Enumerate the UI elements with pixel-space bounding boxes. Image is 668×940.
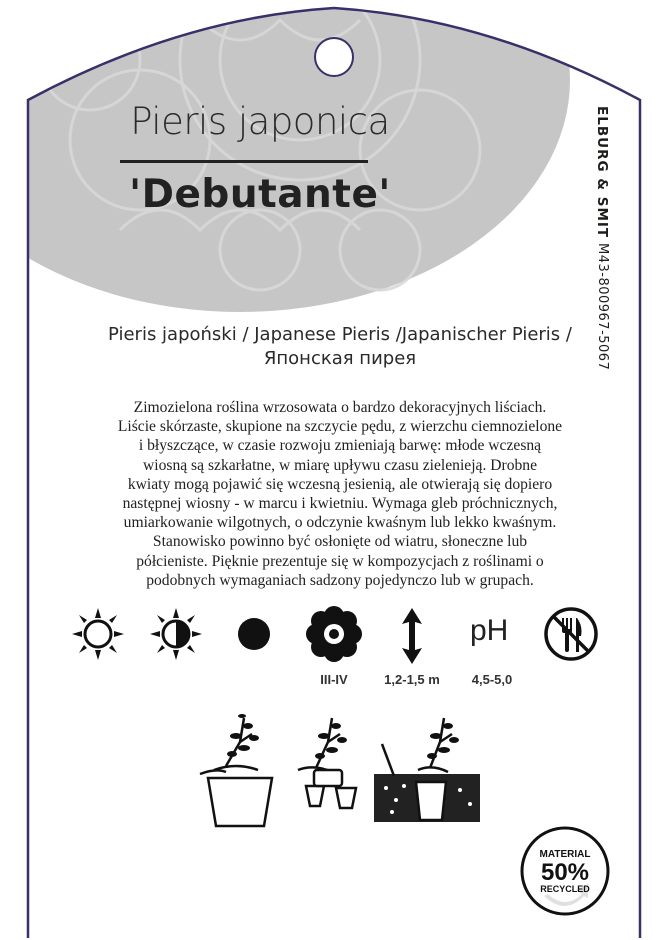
common-names-line: Pieris japoński / Japanese Pieris /Japanischer Pieris /	[108, 324, 572, 345]
description-line: wiosną są szkarłatne, w miarę upływu czasu zielenieją. Drobne	[142, 456, 538, 474]
description	[62, 398, 618, 590]
description-line: i błyszczące, w czasie rozwoju zmieniają barwę: młode wczesną	[138, 437, 542, 455]
description-line: Zimozielona roślina wrzosowata o bardzo dekoracyjnych liściach.	[133, 399, 547, 416]
species-name: Pieris japonica	[130, 100, 390, 143]
ph-label: pH	[470, 614, 509, 647]
height-arrow-icon	[398, 606, 426, 666]
ph-range: 4,5-5,0	[471, 672, 513, 687]
header-gray-ellipse	[0, 0, 570, 312]
recycled-badge	[518, 824, 612, 918]
description-line: podobnych wymaganiach sadzony pojedynczo lub w grupach.	[146, 571, 534, 589]
not-edible-icon	[543, 606, 599, 662]
description-line: kwiaty mogą pojawić się wczesną jesienią, ale otwierają się dopiero	[127, 475, 553, 493]
planting-step	[374, 718, 480, 822]
hang-hole	[315, 38, 353, 76]
title-rule	[120, 160, 368, 163]
common-names	[50, 323, 630, 371]
unpotting-step	[298, 718, 356, 808]
description-line: półcieniste. Pięknie prezentuje się w kompozycjach z roślinami o	[136, 552, 544, 570]
full-sun-icon	[70, 606, 126, 662]
description-line: umiarkowanie wilgotnych, o odczynie kwaśnym lub lekko kwaśnym.	[123, 514, 557, 532]
product-code: M43-800967-5067	[595, 242, 610, 370]
height-value: 1,2-1,5 m	[384, 672, 440, 687]
flowering-months: III-IV	[320, 672, 348, 687]
planting-steps-illustration	[196, 708, 486, 832]
badge-percent: 50%	[540, 859, 590, 886]
description-line: Stanowisko powinno być osłonięte od wiatru, słoneczne lub	[152, 533, 528, 551]
partial-sun-icon	[148, 606, 204, 662]
description-line: Liście skórzaste, skupione na szczycie pędu, z wierzchu ciemnozielone	[117, 418, 563, 436]
brand-name: ELBURG & SMIT	[594, 106, 610, 239]
badge-bottom-text: RECYCLED	[540, 884, 590, 894]
shade-icon	[236, 616, 272, 652]
cultivar-name: 'Debutante'	[129, 172, 391, 217]
description-line: następnej wiosny - w marcu i kwietniu. Wymaga gleb próchnicznych,	[122, 495, 558, 513]
flower-icon	[305, 605, 363, 663]
common-names-line: Японская пирея	[263, 348, 417, 369]
badge-top-text: MATERIAL	[539, 849, 591, 860]
